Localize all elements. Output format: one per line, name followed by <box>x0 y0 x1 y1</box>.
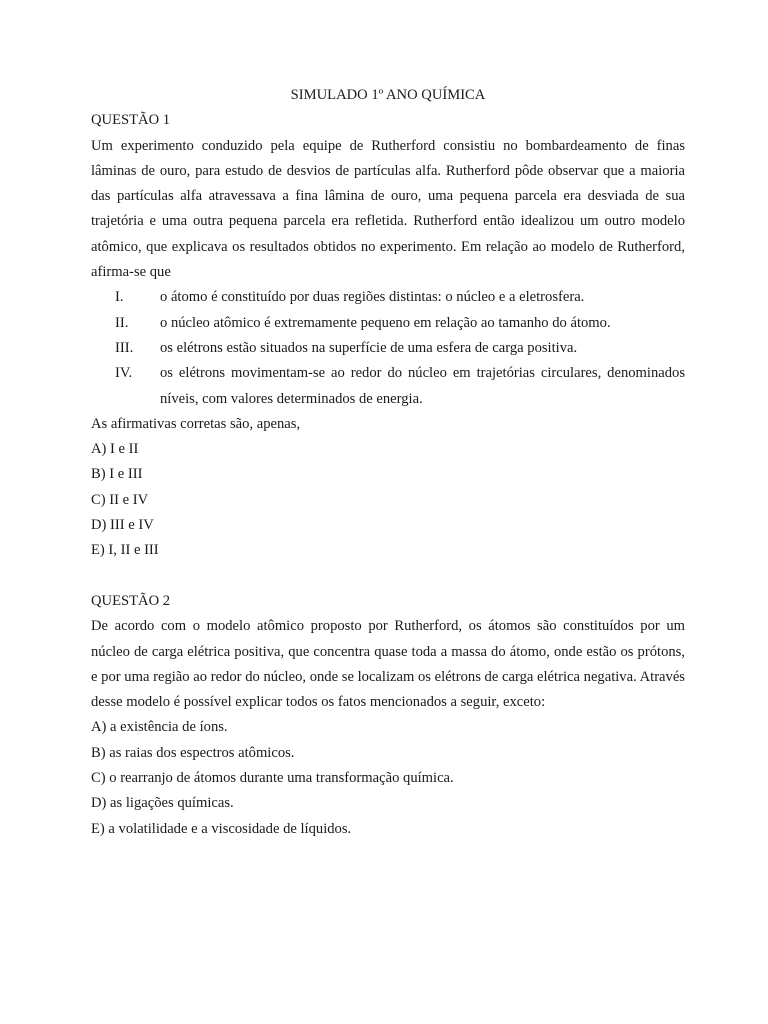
answer-option: A) a existência de íons. <box>91 719 228 736</box>
question-stem: De acordo com o modelo atômico proposto por Rutherford, os átomos são constituídos por um núcleo de carga elétrica positiva, que concentra quase toda a massa do átomo, onde estão os prótons, e por uma região ao redor do núcleo, onde se localizam os elétrons de carga elétrica negativa. Através desse modelo é possível explicar todos os fatos mencionados a seguir, exceto: <box>91 618 685 711</box>
question-2 <box>91 589 685 842</box>
answer-option: C) II e IV <box>91 491 149 508</box>
statement-number: II. <box>115 314 129 331</box>
statement-text: o átomo é constituído por duas regiões distintas: o núcleo e a eletrosfera. <box>160 289 585 306</box>
statement-item <box>91 361 685 412</box>
answer-option: B) as raias dos espectros atômicos. <box>91 744 295 761</box>
answer-option: D) III e IV <box>91 517 154 534</box>
statement-item <box>91 336 685 361</box>
statement-text: o núcleo atômico é extremamente pequeno em relação ao tamanho do átomo. <box>160 314 611 331</box>
statement-item <box>91 311 685 336</box>
answer-option: B) I e III <box>91 466 143 483</box>
answer-option: E) I, II e III <box>91 542 159 559</box>
question-stem: Um experimento conduzido pela equipe de Rutherford consistiu no bombardeamento de finas lâminas de ouro, para estudo de desvios de partículas alfa. Rutherford pôde observar que a maioria das partículas alfa atravessava a fina lâmina de ouro, uma pequena parcela era desviada de sua trajetória e uma outra pequena parcela era refletida. Rutherford então idealizou um outro modelo atômico, que explicava os resultados obtidos no experimento. Em relação ao modelo de Rutherford, afirma-se que <box>91 137 685 281</box>
section-spacer <box>91 564 685 589</box>
answer-option: C) o rearranjo de átomos durante uma transformação química. <box>91 770 454 787</box>
statement-item <box>91 285 685 310</box>
statement-list <box>91 285 685 411</box>
document-title: SIMULADO 1º ANO QUÍMICA <box>290 87 486 103</box>
statement-text: os elétrons movimentam-se ao redor do núcleo em trajetórias circulares, denominados níveis, com valores determinados de energia. <box>160 365 685 407</box>
answer-option: D) as ligações químicas. <box>91 795 234 812</box>
answer-option: A) I e II <box>91 441 139 458</box>
answer-option: E) a volatilidade e a viscosidade de líquidos. <box>91 820 352 837</box>
statement-number: IV. <box>115 365 133 382</box>
statement-number: I. <box>115 289 124 306</box>
question-heading: QUESTÃO 1 <box>91 112 171 129</box>
question-1 <box>91 108 685 563</box>
question-heading: QUESTÃO 2 <box>91 592 171 609</box>
statement-number: III. <box>115 339 134 356</box>
document-page <box>91 83 685 842</box>
question-prompt: As afirmativas corretas são, apenas, <box>91 415 301 432</box>
statement-text: os elétrons estão situados na superfície de uma esfera de carga positiva. <box>160 339 578 356</box>
